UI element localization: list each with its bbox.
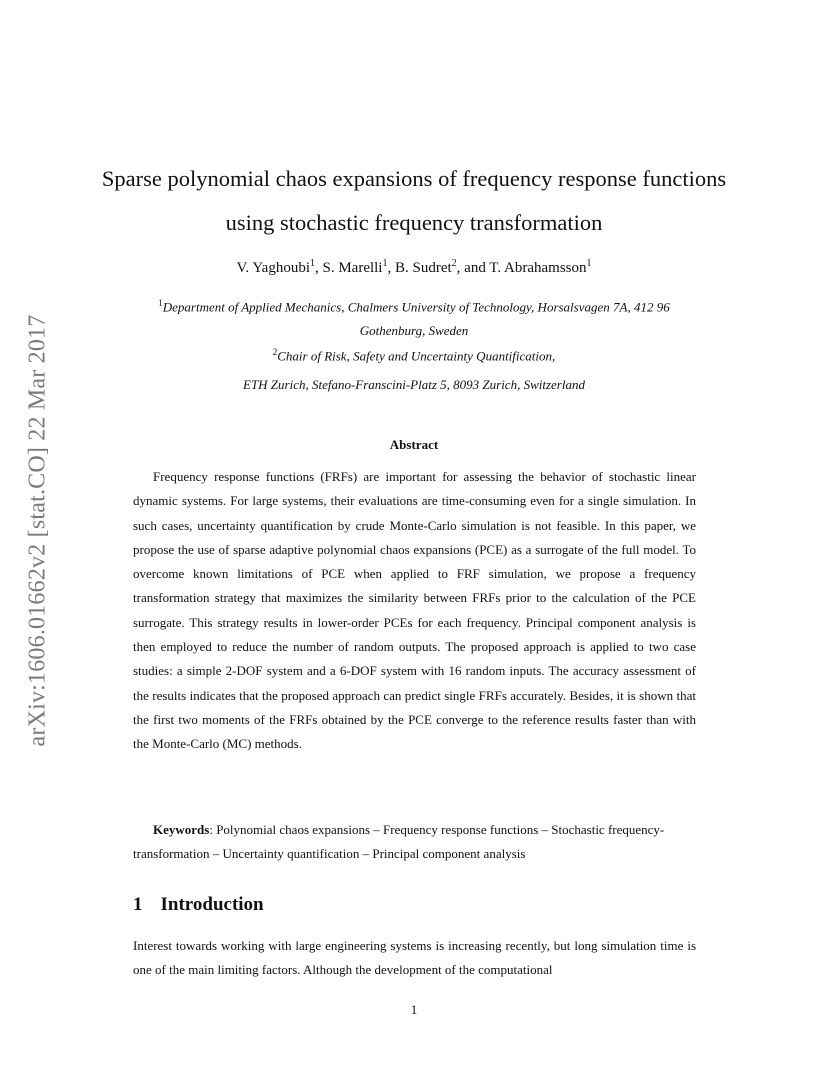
section-heading — [133, 894, 264, 916]
author-name: T. Abrahamsson — [489, 260, 587, 276]
affiliation-text: Department of Applied Mechanics, Chalmers University of Technology, Horsalsvagen 7A, 412 96 — [162, 299, 670, 315]
arxiv-identifier: arXiv:1606.01662v2 [stat.CO] 22 Mar 2017 — [24, 314, 51, 746]
author-name: B. Sudret — [394, 260, 452, 276]
section-title: Introduction — [160, 894, 264, 915]
affiliation-mark: 1 — [158, 298, 163, 308]
title-line-2: using stochastic frequency transformation — [225, 210, 603, 235]
affiliation-mark: 1 — [586, 258, 592, 269]
affiliation-1-line-2: Gothenburg, Sweden — [359, 323, 469, 338]
abstract-text: Frequency response functions (FRFs) are important for assessing the behavior of stochastic linear dynamic systems. For large systems, their evaluations are time-consuming even for a single simulation. In such cases, uncertainty quantification by crude Monte-Carlo simulation is not feasible. In this paper, we propose the use of sparse adaptive polynomial chaos expansions (PCE) as a surrogate of the full model. To overcome known limitations of PCE when applied to FRF simulation, we propose a frequency transformation strategy that maximizes the similarity between FRFs prior to the calculation of the PCE surrogate. This strategy results in lower-order PCEs for each frequency. Principal component analysis is then employed to reduce the number of random outputs. The proposed approach is applied to two case studies: a simple 2-DOF system and a 6-DOF system with 16 random inputs. The accuracy assessment of the results indicates that the proposed approach can predict single FRFs accurately. Besides, it is shown that the first two moments of the FRFs obtained by the PCE converge to the reference results faster than with the Monte-Carlo (MC) methods. — [133, 469, 696, 752]
affiliation-1-line-1 — [110, 298, 718, 315]
paper-title — [60, 157, 768, 245]
title-line-1: Sparse polynomial chaos expansions of frequency response functions — [101, 166, 727, 191]
arxiv-side-stamp — [14, 280, 62, 780]
author-name: S. Marelli — [322, 260, 383, 276]
affiliation-mark: 1 — [382, 258, 388, 269]
page-number: 1 — [410, 1002, 418, 1017]
author-separator: , — [314, 260, 323, 276]
affiliation-mark: 2 — [272, 347, 278, 357]
author-separator: , and — [456, 260, 490, 276]
introduction-text: Interest towards working with large engineering systems is increasing recently, but long simulation time is one of the main limiting factors. Although the development of the computational — [133, 938, 696, 978]
keywords-paragraph — [133, 818, 717, 866]
affiliation-mark: 1 — [309, 258, 315, 269]
author-name: V. Yaghoubi — [236, 260, 310, 276]
affiliation-2-line-1 — [110, 347, 718, 364]
affiliation-2-line-2: ETH Zurich, Stefano-Franscini-Platz 5, 8093 Zurich, Switzerland — [243, 377, 585, 392]
author-separator: , — [387, 260, 395, 276]
keywords-label: Keywords — [153, 822, 210, 837]
affiliation-mark: 2 — [451, 258, 457, 269]
keywords-text: : Polynomial chaos expansions – Frequency response functions – Stochastic frequency-transformation – Uncertainty quantification – Principal component analysis — [133, 822, 665, 861]
section-number: 1 — [133, 894, 143, 915]
affiliation-text: Chair of Risk, Safety and Uncertainty Quantification, — [277, 348, 556, 364]
abstract-heading: Abstract — [389, 437, 439, 452]
author-list — [60, 258, 768, 277]
